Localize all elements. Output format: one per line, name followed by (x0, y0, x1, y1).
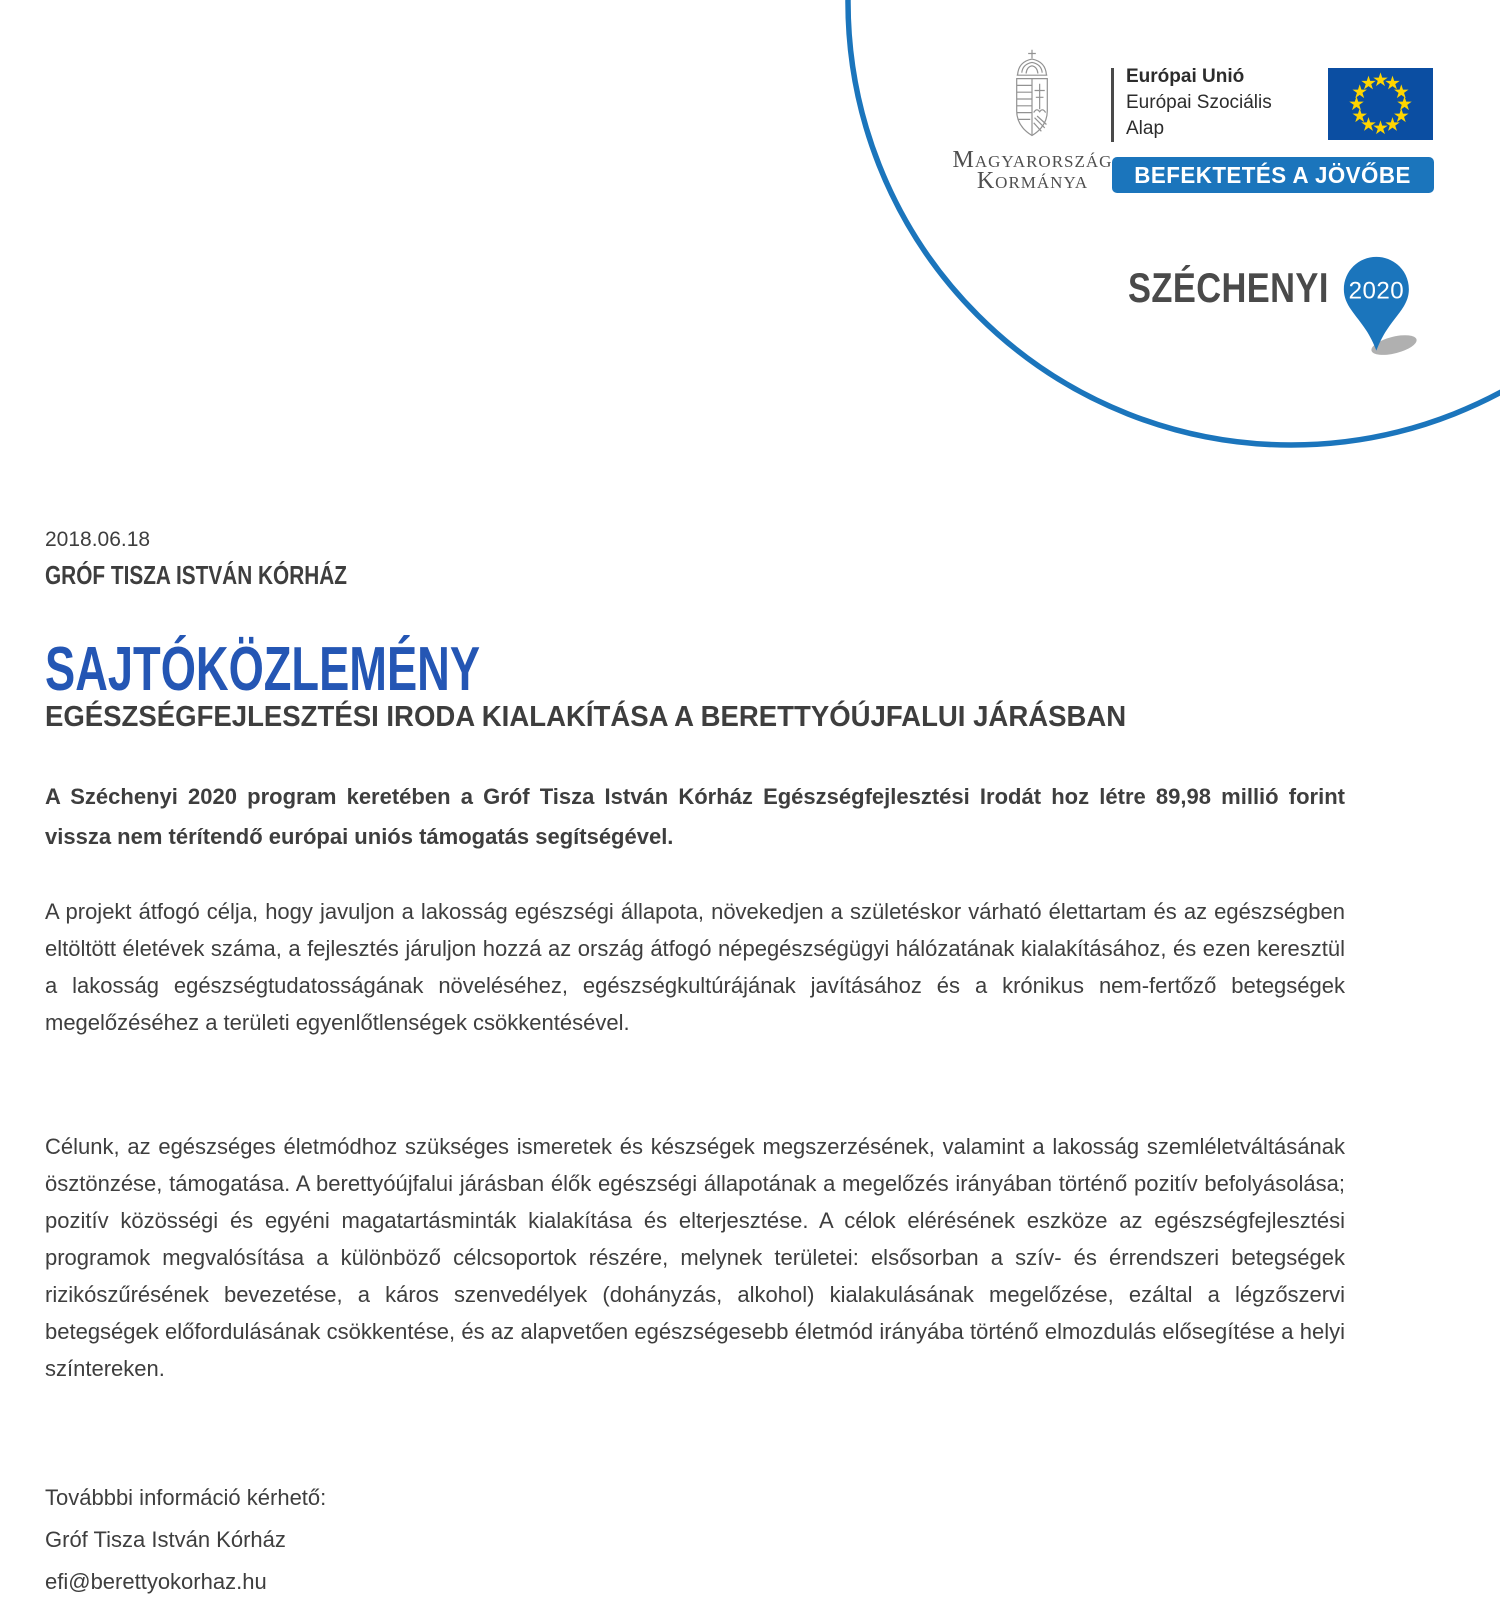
eu-label-line1: Európai Unió (1126, 66, 1245, 87)
eu-label-line2: Európai Szociális (1126, 92, 1272, 113)
contact-info-label: Továbbbi információ kérhető: (45, 1485, 327, 1510)
page-subtitle: EGÉSZSÉGFEJLESZTÉSI IRODA KIALAKÍTÁSA A BERETTYÓÚJFALUI JÁRÁSBAN (45, 701, 1127, 733)
lead-paragraph: A Széchenyi 2020 program keretében a Gróf Tisza István Kórház Egészségfejlesztési Irodát hoz létre 89,98 millió forint vissza nem térítendő európai uniós támogatás segítségével. (45, 784, 1345, 849)
eu-flag-icon (1328, 68, 1433, 140)
investment-banner (1112, 157, 1434, 193)
government-name-line2: Kormánya (976, 168, 1089, 194)
document-organization: GRÓF TISZA ISTVÁN KÓRHÁZ (45, 560, 347, 590)
hungary-coat-of-arms-icon (1003, 48, 1061, 150)
eu-label-line3: Alap (1126, 118, 1165, 139)
szechenyi-year: 2020 (1348, 277, 1405, 305)
page-title: SAJTÓKÖZLEMÉNY (45, 635, 481, 704)
contact-organization: Gróf Tisza István Kórház (45, 1527, 286, 1552)
investment-banner-label: BEFEKTETÉS A JÖVŐBE (1134, 161, 1412, 188)
government-name-line1: Magyarország (952, 147, 1113, 173)
eu-text-divider (1111, 68, 1114, 142)
government-logo-text (930, 147, 1135, 194)
document-date: 2018.06.18 (45, 528, 151, 551)
body-paragraph-2: Célunk, az egészséges életmódhoz szükséges ismeretek és készségek megszerzésének, valamint a lakosság szemléletváltásának ösztönzése, támogatása. A berettyóújfalui járásban élők egészségi állapotának a megelőzés irányában történő pozitív befolyásolása; pozitív közösségi és egyéni magatartásminták kialakítása és elterjesztése. A célok elérésének eszköze az egészségfejlesztési programok megvalósítása a különböző célcsoportok részére, melynek területei: elsősorban a szív- és érrendszeri betegségek rizikószűrésének bevezetése, a káros szenvedélyek (dohányzás, alkohol) kialakulásának megelőzése, ezáltal a légzőszervi betegségek előfordulásának csökkentése, és az alapvetően egészségesebb életmód irányába történő elmozdulás elősegítése a helyi színtereken. (45, 1134, 1345, 1381)
body-paragraph-1: A projekt átfogó célja, hogy javuljon a lakosság egészségi állapota, növekedjen a születéskor várható élettartam és az egészségben eltöltött életévek száma, a fejlesztés járuljon hozzá az ország átfogó népegészségügyi hálózatának kialakításához, és ezen keresztül a lakosság egészségtudatosságának növeléséhez, egészségkultúrájának javításához és a krónikus nem-fertőző betegségek megelőzéséhez a területi egyenlőtlenségek csökkentésével. (45, 899, 1345, 1035)
contact-email: efi@berettyokorhaz.hu (45, 1569, 267, 1594)
eu-fund-label (1126, 64, 1316, 142)
szechenyi-wordmark: SZÉCHENYI (1128, 264, 1329, 311)
contact-block (45, 1477, 1345, 1603)
szechenyi-2020-pin-icon (1340, 255, 1422, 359)
